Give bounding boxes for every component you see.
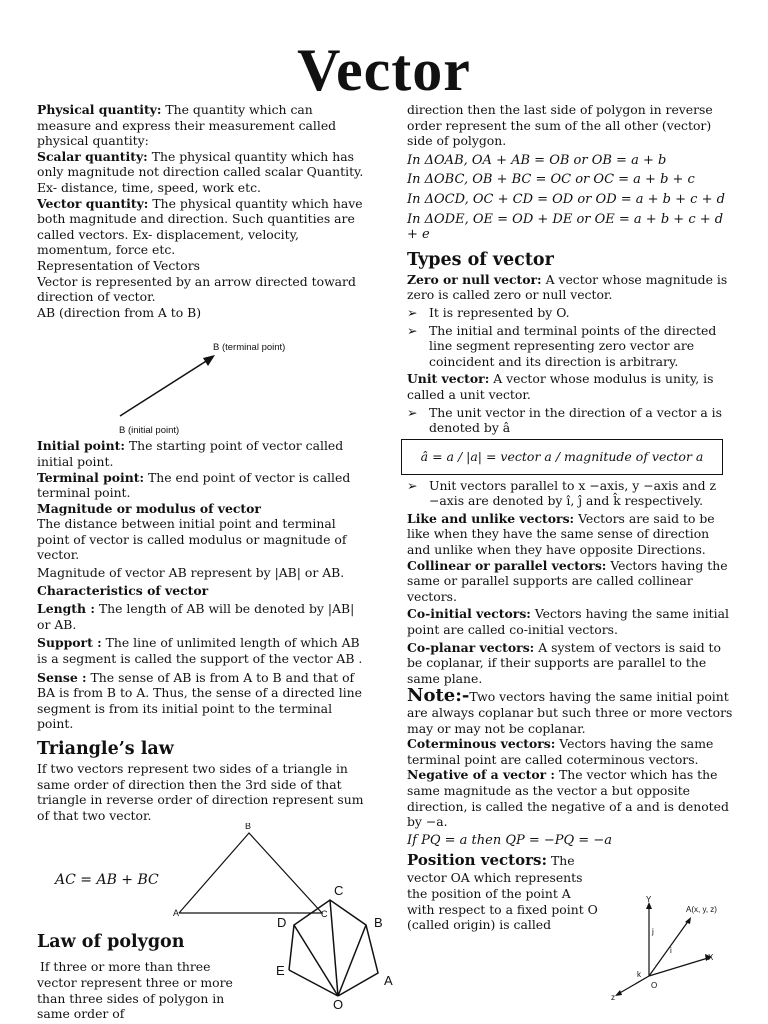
representation-heading: Representation of Vectors [37, 257, 200, 273]
page-title: Vector [297, 37, 471, 103]
note: Note:-Two vectors having the same initial point are always coplanar but such three or more vectors may or may not be coplanar. [407, 685, 733, 736]
unit-vector-bullet-2: ➢ Unit vectors parallel to x −axis, y −axis and z −axis are denoted by î, ĵ and k̂ respectively. [407, 478, 733, 509]
unit-vector-formula: â = a / |a| = vector a / magnitude of vector a [420, 448, 704, 464]
polygon-vertex-e: E [276, 963, 285, 978]
axis-label-x: X [708, 953, 714, 962]
terminal-point-label: B (terminal point) [213, 342, 286, 354]
triangle-vertex-b: B [245, 823, 252, 832]
collinear-def: Collinear or parallel vectors: Vectors having the same or parallel supports are called collinear vectors. [407, 557, 728, 604]
polygon-law-cont: direction then the last side of polygon in reverse order represent the sum of the all other (vector) side of polygon. [407, 102, 713, 149]
zero-vector-bullet-1: ➢ It is represented by O. [407, 305, 733, 321]
vector-quantity-def: Vector quantity: The physical quantity which have both magnitude and direction. Such quantities are called vectors. Ex- displacement, velocity, momentum, force etc. [37, 195, 363, 258]
polygon-diagram [274, 885, 394, 1010]
vector-arrow-head [203, 355, 215, 366]
triangle-law-text: If two vectors represent two sides of a triangle in same order of direction then the 3rd side of that triangle in reverse order of direction represent sum of that two vector. [37, 761, 364, 823]
coordinate-axes-diagram [608, 896, 758, 1006]
like-unlike-def: Like and unlike vectors: Vectors are said to be like when they have the same sense of direction and unlike when they have opposite Directions. [407, 510, 715, 558]
length-def: Length : The length of AB will be denoted by |AB| or AB. [37, 601, 355, 632]
polygon-eq-2: In ΔOBC, OB + BC = OC or OC = a + b + c [407, 172, 695, 188]
triangle-law-heading: Triangle’s law [37, 739, 174, 759]
scalar-quantity-def: Scalar quantity: The physical quantity which has only magnitude not direction called scalar Quantity. Ex- distance, time, speed, work etc. [37, 148, 364, 195]
right-column [407, 102, 733, 933]
polygon-law-text: If three or more than three vector represent three or more than three sides of polygon in same order of [37, 959, 233, 1022]
magnitude-heading: Magnitude or modulus of vector [37, 500, 261, 516]
unit-label-k: k [637, 970, 641, 979]
vector-arrow-line [120, 358, 211, 416]
polygon-vertex-o: O [333, 997, 344, 1010]
position-vector-line [649, 920, 689, 976]
coterminous-def: Coterminous vectors: Vectors having the same terminal point are called coterminous vectors. [407, 736, 714, 767]
initial-point-def: Initial point: The starting point of vector called initial point. [37, 438, 344, 469]
support-def: Support : The line of unlimited length of which AB is a segment is called the support of the vector AB . [37, 635, 363, 667]
unit-label-j: j [652, 927, 654, 936]
initial-point-label: B (initial point) [119, 425, 180, 437]
terminal-point-def: Terminal point: The end point of vector is called terminal point. [37, 469, 351, 501]
triangle-equation: AC = AB + BC [55, 872, 159, 888]
types-heading: Types of vector [407, 249, 554, 270]
axis-label-z: z [611, 993, 615, 1002]
unit-vector-def: Unit vector: A vector whose modulus is unity, is called a unit vector. [407, 371, 714, 402]
polygon-vertex-a: A [384, 973, 393, 988]
sense-def: Sense : The sense of AB is from A to B and that of BA is from B to A. Thus, the sense of a directed line segment is from its initial point to the terminal point. [37, 669, 362, 732]
magnitude-text: The distance between initial point and terminal point of vector is called modulus or magnitude of vector. [37, 516, 347, 563]
negative-equation: If PQ = a then QP = −PQ = −a [407, 832, 612, 848]
ab-direction: AB (direction from A to B) [37, 304, 202, 320]
triangle-vertex-a: A [173, 908, 180, 919]
unit-vector-formula-box [401, 439, 723, 475]
zero-vector-bullet-2: ➢ The initial and terminal points of the directed line segment representing zero vector are coincident and its direction is arbitrary. [407, 323, 733, 370]
polygon-law-heading: Law of polygon [37, 932, 185, 953]
polygon-vertex-c: C [334, 885, 344, 898]
origin-label: O [651, 981, 658, 990]
coinitial-def: Co-initial vectors: Vectors having the same initial point are called co-initial vectors. [407, 606, 729, 638]
zero-vector-def: Zero or null vector: A vector whose magnitude is zero is called zero or null vector. [407, 271, 728, 303]
coplanar-def: Co-planar vectors: A system of vectors is said to be coplanar, if their supports are parallel to the same plane. [407, 639, 722, 686]
left-column [37, 102, 365, 1022]
polygon-eq-1: In ΔOAB, OA + AB = OB or OB = a + b [407, 152, 667, 168]
unit-vector-bullet-1: ➢ The unit vector in the direction of a vector a is denoted by â [407, 405, 733, 436]
negative-def: Negative of a vector : The vector which has the same magnitude as the vector a but opposite direction, is called the negative of a and is denoted by −a. [407, 767, 729, 830]
axis-label-y: Y [646, 896, 652, 904]
physical-quantity-def: Physical quantity: The quantity which can measure and express their measurement called physical quantity: [37, 102, 337, 149]
representation-text: Vector is represented by an arrow directed toward direction of vector. [37, 273, 356, 305]
polygon-eq-3: In ΔOCD, OC + CD = OD or OD = a + b + c + d [407, 191, 725, 207]
point-a-label: A(x, y, z) [686, 905, 717, 914]
characteristics-heading: Characteristics of vector [37, 582, 209, 598]
unit-label-i: i [670, 946, 672, 955]
magnitude-notation: Magnitude of vector AB represent by |AB| or AB. [37, 565, 345, 581]
polygon-eq-4: In ΔODE, OE = OD + DE or OE = a + b + c + d + e [407, 211, 724, 243]
x-axis [649, 958, 708, 976]
polygon-vertex-b: B [374, 915, 383, 930]
polygon-vertex-d: D [277, 915, 287, 930]
triangle-vertex-c: C [321, 909, 328, 920]
vector-arrow-diagram [37, 320, 365, 438]
z-axis [618, 976, 649, 994]
position-vector-def: Position vectors: The vector OA which represents the position of the point A with respect to a fixed point O (called origin) is called [407, 851, 598, 933]
